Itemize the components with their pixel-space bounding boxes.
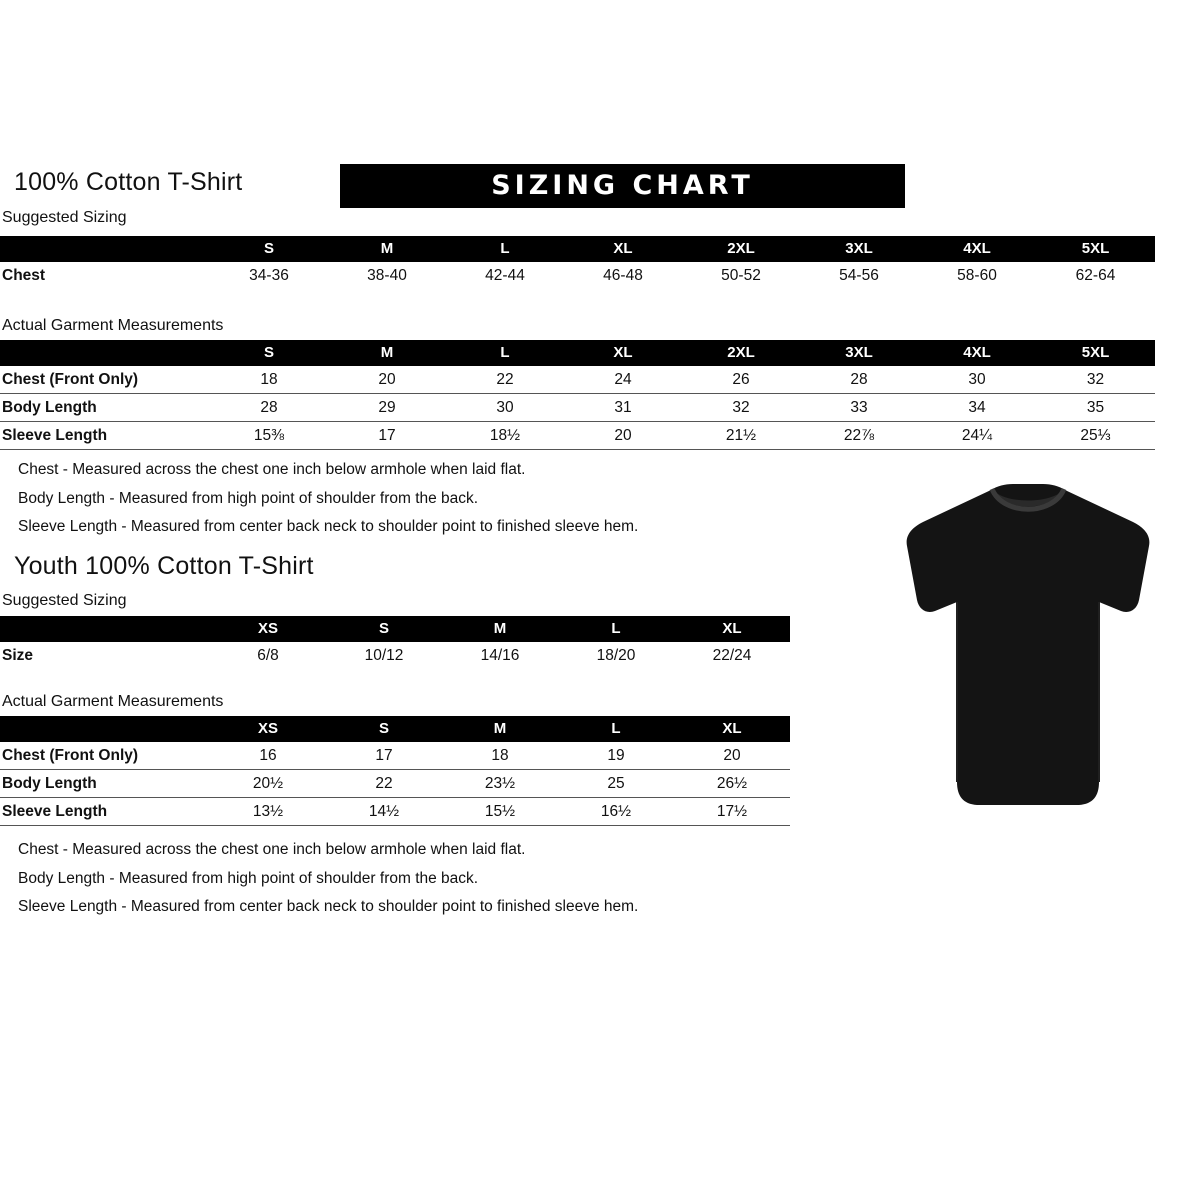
data-cell: 6/8	[257, 647, 279, 664]
data-cell: 24	[614, 371, 632, 388]
data-cell: 22	[375, 775, 393, 792]
data-cell: 20½	[252, 775, 284, 792]
data-cell: 16	[259, 747, 277, 764]
note-line: Sleeve Length - Measured from center back neck to shoulder point to finished sleeve hem.	[18, 518, 639, 535]
sizing-chart-banner: SIZING CHART	[340, 164, 905, 208]
header-cell: 4XL	[918, 236, 1036, 262]
header-cell: 3XL	[800, 236, 918, 262]
data-cell: 13½	[252, 803, 284, 820]
adult-suggested-sizing-caption: Suggested Sizing	[2, 209, 127, 226]
header-cell: 2XL	[682, 236, 800, 262]
row-label: Sleeve Length	[2, 803, 108, 820]
note-line: Chest - Measured across the chest one inch below armhole when laid flat.	[18, 461, 526, 478]
data-cell: 25⅓	[1080, 427, 1111, 444]
header-cell: 2XL	[682, 340, 800, 366]
black-tshirt-icon	[893, 482, 1163, 812]
header-cell: S	[210, 236, 328, 262]
youth-measurement-notes	[18, 842, 638, 915]
header-cell	[0, 716, 210, 742]
header-cell: M	[442, 616, 558, 642]
header-cell: XL	[674, 716, 790, 742]
table-header-row	[0, 236, 1155, 262]
table-row	[0, 770, 790, 797]
table-row	[0, 642, 790, 669]
data-cell: 20	[614, 427, 632, 444]
note-line: Body Length - Measured from high point of shoulder from the back.	[18, 869, 479, 887]
data-cell: 24¼	[961, 427, 993, 444]
table-header-row	[0, 340, 1155, 366]
youth-suggested-sizing-table	[0, 616, 790, 669]
data-cell: 22/24	[712, 647, 752, 664]
table-row	[0, 798, 790, 825]
header-cell: S	[210, 340, 328, 366]
youth-measurements-caption: Actual Garment Measurements	[2, 693, 224, 710]
data-cell: 17	[375, 747, 393, 764]
data-cell: 23½	[484, 775, 516, 792]
data-cell: 30	[496, 399, 514, 416]
youth-measurements-table	[0, 716, 790, 826]
adult-measurements-table	[0, 340, 1155, 450]
data-cell: 29	[378, 399, 396, 416]
header-cell: XL	[564, 340, 682, 366]
data-cell: 28	[260, 399, 278, 416]
header-cell: S	[326, 716, 442, 742]
data-cell: 16½	[600, 803, 632, 820]
row-label: Body Length	[2, 399, 97, 416]
header-cell	[0, 340, 210, 366]
data-cell: 15⅜	[253, 427, 285, 444]
table-row	[0, 394, 1155, 421]
row-label: Chest (Front Only)	[2, 747, 139, 764]
adult-section-title: 100% Cotton T-Shirt	[14, 168, 243, 196]
data-cell: 14½	[368, 803, 400, 820]
header-cell: XS	[210, 616, 326, 642]
data-cell: 18	[260, 371, 278, 388]
note-line: Sleeve Length - Measured from center back neck to shoulder point to finished sleeve hem.	[18, 898, 639, 915]
data-cell: 50-52	[721, 267, 761, 284]
data-cell: 42-44	[485, 267, 525, 284]
data-cell: 17½	[716, 803, 748, 820]
adult-measurements-caption: Actual Garment Measurements	[2, 317, 224, 334]
data-cell: 18½	[489, 427, 521, 444]
header-cell: XS	[210, 716, 326, 742]
row-label: Sleeve Length	[2, 427, 108, 444]
header-cell: M	[442, 716, 558, 742]
table-row	[0, 366, 1155, 393]
adult-measurement-notes	[18, 462, 638, 535]
header-cell: XL	[674, 616, 790, 642]
adult-suggested-sizing-table	[0, 236, 1155, 289]
data-cell: 25	[607, 775, 625, 792]
row-label: Size	[2, 647, 34, 664]
row-divider	[0, 825, 790, 826]
data-cell: 58-60	[957, 267, 997, 284]
data-cell: 32	[732, 399, 750, 416]
data-cell: 28	[850, 371, 868, 388]
header-cell: 5XL	[1036, 236, 1155, 262]
table-row	[0, 422, 1155, 449]
data-cell: 20	[723, 747, 741, 764]
header-cell	[0, 236, 210, 262]
data-cell: 30	[968, 371, 986, 388]
note-line: Body Length - Measured from high point of shoulder from the back.	[18, 489, 479, 507]
header-cell: XL	[564, 236, 682, 262]
header-cell	[0, 616, 210, 642]
data-cell: 26½	[716, 775, 748, 792]
data-cell: 22⅞	[843, 427, 875, 444]
data-cell: 46-48	[603, 267, 643, 284]
header-cell: 3XL	[800, 340, 918, 366]
youth-suggested-sizing-caption: Suggested Sizing	[2, 592, 127, 609]
note-line: Chest - Measured across the chest one inch below armhole when laid flat.	[18, 841, 526, 858]
data-cell: 14/16	[480, 647, 520, 664]
header-cell: M	[328, 236, 446, 262]
table-header-row	[0, 716, 790, 742]
header-cell: L	[446, 236, 564, 262]
data-cell: 19	[607, 747, 625, 764]
table-row	[0, 742, 790, 769]
youth-section-title: Youth 100% Cotton T-Shirt	[14, 552, 314, 580]
header-cell: S	[326, 616, 442, 642]
table-row	[0, 262, 1155, 289]
data-cell: 21½	[725, 427, 757, 444]
header-cell: 4XL	[918, 340, 1036, 366]
row-label: Body Length	[2, 775, 97, 792]
data-cell: 20	[378, 371, 396, 388]
row-divider	[0, 449, 1155, 450]
data-cell: 62-64	[1075, 267, 1116, 284]
row-label: Chest	[2, 267, 46, 284]
data-cell: 31	[614, 399, 632, 416]
data-cell: 10/12	[364, 647, 404, 664]
table-header-row	[0, 616, 790, 642]
data-cell: 35	[1086, 399, 1105, 416]
data-cell: 32	[1086, 371, 1105, 388]
data-cell: 18/20	[596, 647, 636, 664]
data-cell: 17	[378, 427, 396, 444]
data-cell: 34-36	[249, 267, 289, 284]
data-cell: 18	[491, 747, 509, 764]
header-cell: 5XL	[1036, 340, 1155, 366]
header-cell: L	[558, 616, 674, 642]
data-cell: 22	[496, 371, 514, 388]
row-label: Chest (Front Only)	[2, 371, 139, 388]
header-cell: L	[558, 716, 674, 742]
data-cell: 33	[850, 399, 868, 416]
header-cell: L	[446, 340, 564, 366]
header-cell: M	[328, 340, 446, 366]
data-cell: 38-40	[367, 267, 407, 284]
data-cell: 26	[732, 371, 750, 388]
data-cell: 15½	[484, 803, 516, 820]
data-cell: 34	[968, 399, 986, 416]
tshirt-product-image	[893, 482, 1163, 812]
data-cell: 54-56	[839, 267, 879, 284]
